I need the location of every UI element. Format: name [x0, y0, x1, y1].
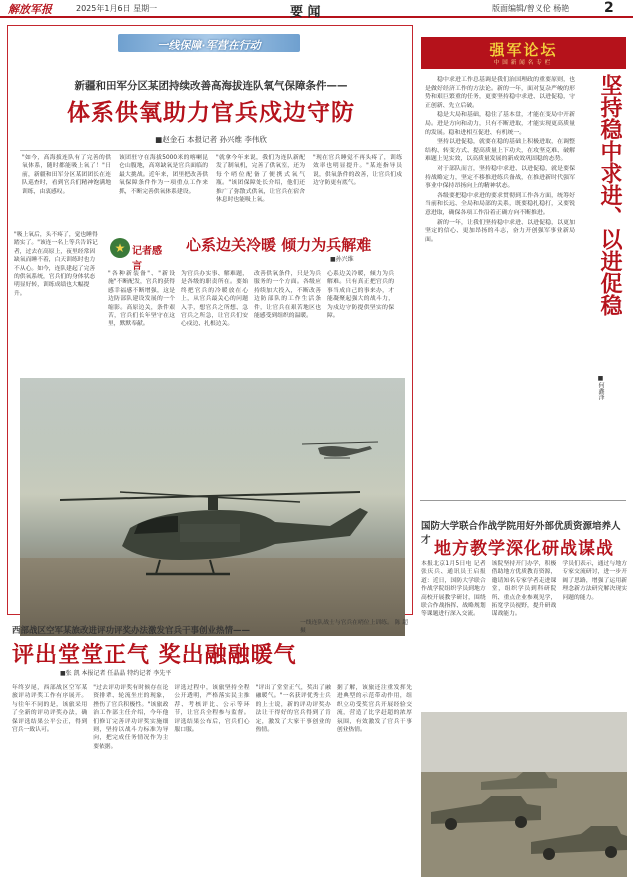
photo-caption: 一线连队战士与官兵在哨位上训练。 陈 超摄 [300, 620, 409, 634]
masthead [0, 0, 633, 18]
paragraph: 各级要把稳中求进的要求贯彻到工作各方面，统筹好当前和长远、全局和局部的关系，既要稳扎稳打，又要锐意进取，确保各项工作沿着正确方向不断推进。 [425, 192, 575, 216]
column-body [425, 76, 575, 488]
paragraph: "各种新装备"、"新设施"不断配发，官兵的获得感幸福感不断增强，这是边防部队建设发展的一个缩影。高原边关，条件艰苦，官兵们长年坚守在这里，默默奉献。 [108, 271, 175, 328]
paragraph: 坚持以进促稳，就要在稳的基础上积极进取，在调整结构、转变方式、提高质量上下功夫，在攻坚克难、破解难题上见实效，以高质量发展的新成效巩固稳的态势。 [425, 139, 575, 163]
feature-byline: ■赵金石 本报记者 孙兴维 李伟欣 [155, 135, 267, 144]
distant-helicopter-icon [300, 438, 380, 464]
paragraph: 年终岁尾，西部战区空军某旅评功评奖工作有序展开。与往年不同的是，该旅采用了全新的评功评奖办法，确保评选结果公平公正，得到官兵一致认可。 [12, 685, 88, 734]
lower-article-byline: ■张 凯 本报记者 任晶晶 特约记者 李先平 [60, 670, 172, 677]
feature-subtitle: 新疆和田军分区某团持续改善高海拔连队氧气保障条件—— [74, 80, 348, 92]
vehicles-photo [421, 712, 627, 877]
paragraph: 本报北京1月5日电 记者张庆兵、通讯员王启报道：近日，国防大学联合作战学院组织学员到地方高校开展教学研讨，围绕联合作战指挥、战略规划等课题进行深入交流。 [421, 561, 486, 618]
paragraph: "过去评功评奖有时候存在论资排辈、轮流坐庄的现象，挫伤了官兵积极性。"该旅政治工作部主任介绍，今年他们修订完善评功评奖实施细则，坚持以战斗力标准为导向，把完成任务情况作为主要依据。 [93, 685, 169, 750]
paragraph: 学员们表示，通过与地方专家交流研讨，进一步开阔了思路，增强了运用新理念新方法研究解决现实问题的能力。 [562, 561, 628, 601]
feature-title: 体系供氧助力官兵戍边守防 [67, 100, 355, 126]
paragraph: "如今，高海拔连队有了完善的供氧体系，随时都能吸上氧了！"日前，新疆和田军分区某团团长在连队巡查时，看到官兵们精神饱满地训练，由衷感叹。 [22, 155, 111, 195]
paragraph: 心系边关冷暖，倾力为兵解难。只有真正把官兵的事当成自己的事来办，才能凝聚起强大的战斗力，为戍边守防提供坚实的保障。 [327, 271, 394, 320]
commentary-title: 心系边关冷暖 倾力为兵解难 [186, 236, 372, 254]
paragraph: 稳是大局和基础，稳住了基本盘，才能在变局中开新局。进是方向和动力，只有不断进取，才能实现更高质量的发展。稳和进相互促进、有机统一。 [425, 112, 575, 136]
commentary-label: 记者感言 [132, 246, 162, 272]
feature-banner-text: 一线保障·军营在行动 [157, 39, 261, 52]
lower-article-title: 评出堂堂正气 奖出融融暖气 [12, 643, 297, 668]
issue-date: 2025年1月6日 星期一 [76, 4, 158, 13]
lower-article-body [12, 684, 412, 876]
vehicle-icon [421, 712, 627, 877]
column-header [421, 37, 626, 69]
paragraph: "评出了堂堂正气，奖出了融融暖气。"一名获评优秀士兵的上士说，新的评功评奖办法让干得好的官兵得到了肯定，激发了大家干事创业的热情。 [255, 685, 331, 734]
paragraph: 评选过程中，该旅坚持全程公开透明，严格落实民主推荐、考核评比、公示等环节，让官兵全程参与监督。评选结果公布后，官兵们心服口服。 [174, 685, 250, 734]
column-title: 坚持稳中求进、以进促稳 [597, 74, 622, 316]
paragraph: 为官兵办实事、解难题，是各级的职责所在。要始终把官兵的冷暖放在心上，从官兵最关心的问题入手，想官兵之所想、急官兵之所急，让官兵们安心戍边、扎根边关。 [181, 271, 248, 328]
paragraph: "现在官兵睡觉不再头疼了，训练效率也明显提升。"某连指导员说，供氧条件的改善，让官兵们戍边守防更有底气。 [313, 155, 402, 187]
paragraph: 对于部队而言，坚持稳中求进、以进促稳，就是要保持战略定力，坚定不移推进练兵备战，在推进新时代强军事业中保持昂扬向上的精神状态。 [425, 165, 575, 190]
column-author: ■何鑫泽 [597, 375, 604, 400]
column-header-subtitle: 中国新闻名专栏 [493, 60, 554, 66]
paragraph: 稳中求进工作总基调是我们治国理政的重要原则，也是做好经济工作的方法论。新的一年，面对复杂严峻的形势和艰巨繁重的任务，更要坚持稳中求进、以进促稳，守正创新、先立后破。 [425, 77, 575, 109]
commentary-author: ■孙兴维 [330, 256, 354, 263]
commentary-header [108, 234, 394, 272]
column-header-title: 强军论坛 [489, 41, 558, 59]
paragraph: 改善供氧条件，只是为兵服务的一个方面。各级应持续加大投入，不断改善边防部队的工作生活条件，让官兵在艰苦地区也能感受到组织的温暖。 [254, 271, 321, 320]
paragraph: "就拿今年来说，我们为连队新配发了制氧机，完善了供氧室，还为每个哨位配备了便携式氧气瓶。"该团保障处长介绍，他们还推广了弥散式供氧，让官兵在宿舍休息时也能吸上氧。 [216, 155, 305, 204]
paragraph: 据了解，该旅还注重发挥先进典型的示范带动作用，组织立功受奖官兵开展经验交流，营造了比学赶超的浓厚氛围，有效激发了官兵干事创业热情。 [336, 685, 413, 734]
paragraph: 新的一年，让我们坚持稳中求进、以进促稳，以更加坚定的信心、更加昂扬的斗志，奋力开创强军事业新局面。 [425, 219, 575, 243]
section-title: 要 闻 [290, 5, 321, 20]
paragraph: 该院坚持开门办学，积极借助地方优质教育资源，邀请知名专家学者走进课堂，组织学员到科研院所、重点企业参观见学，拓宽学员视野，提升研战谋战能力。 [491, 561, 557, 618]
commentary-badge [108, 238, 168, 272]
divider [20, 150, 400, 151]
divider [420, 500, 626, 501]
page-editor: 版面编辑/曾义伦 杨艳 [492, 4, 570, 13]
paragraph: 该团驻守在海拔5000米的喀喇昆仑山腹地，高寒缺氧是官兵面临的最大挑战。近年来，团里把改善供氧保障条件作为一项重点工作来抓，不断完善供氧体系建设。 [119, 155, 208, 195]
feature-banner [118, 34, 300, 52]
commentary-body [108, 270, 394, 346]
helicopter-icon [60, 488, 380, 608]
university-subtitle: 国防大学联合作战学院用好外部优质资源培养人才 [421, 521, 621, 546]
newspaper-logo: 解放军报 [8, 3, 52, 16]
helicopter-photo [20, 378, 405, 636]
page-number: 2 [604, 0, 614, 16]
university-body [421, 560, 627, 710]
university-title: 地方教学深化研战谋战 [434, 539, 614, 559]
feature-left-column: "吸上氧后，头不疼了，觉也睡得踏实了。"该连一名上等兵告诉记者，过去在高原上，夜里经常因缺氧而睡不着，白天训练时也力不从心。如今，连队建起了完善的供氧系统，官兵们的身体状态明显好转，训练成绩也大幅提升。 [14, 232, 98, 297]
lower-article-subtitle: 西部战区空军某旅改进评功评奖办法激发官兵干事创业热情—— [12, 626, 251, 636]
star-icon: ★ [110, 238, 130, 258]
